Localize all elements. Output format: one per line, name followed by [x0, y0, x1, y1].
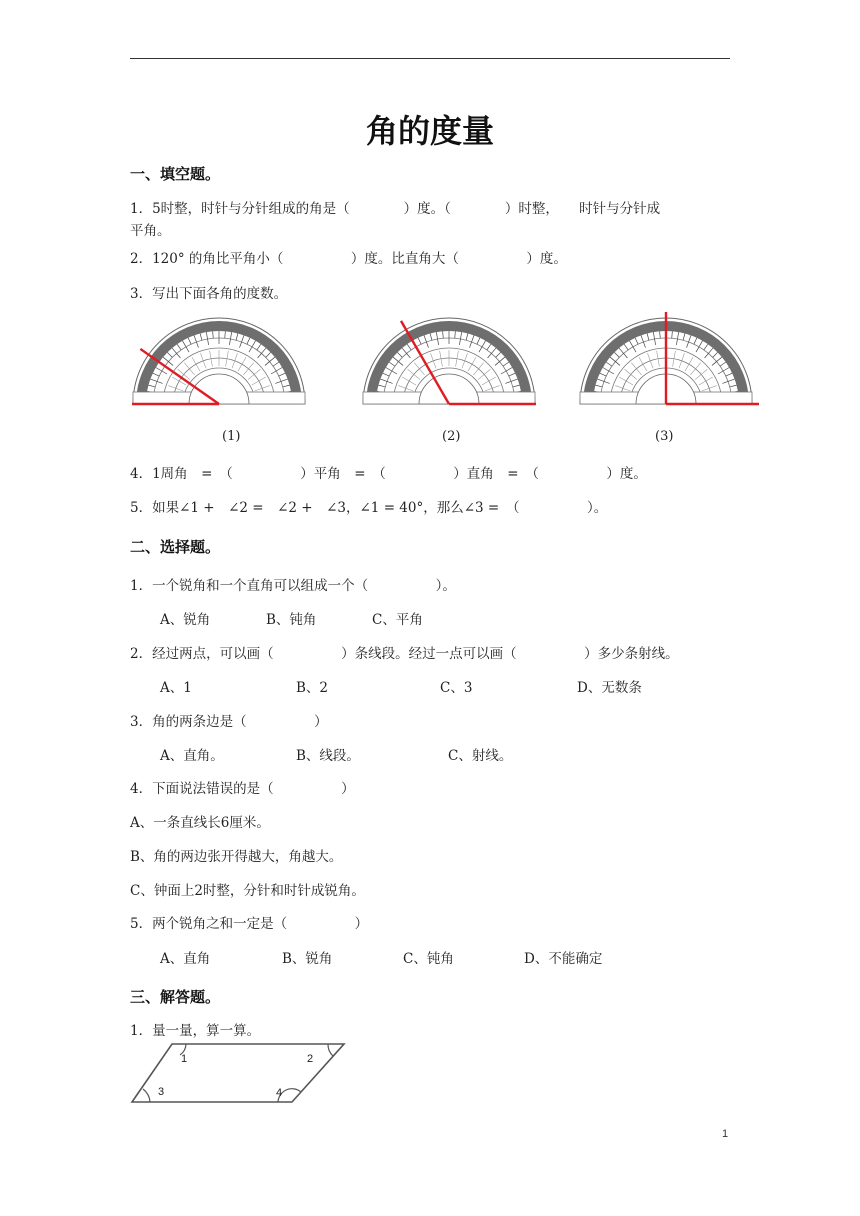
choice-q3-option-b: B、线段。	[296, 748, 360, 764]
angle-arc-3	[143, 1089, 150, 1102]
angle-arc-2	[328, 1044, 333, 1056]
choice-q4: 4．下面说法错误的是（ ）	[130, 781, 355, 797]
fill-q5: 5．如果∠1 + ∠2 = ∠2 + ∠3，∠1 = 40°，那么∠3 = （ ）。	[130, 500, 608, 516]
choice-q2-option-c: C、3	[440, 680, 473, 696]
choice-q3-option-a: A、直角。	[160, 748, 224, 764]
parallelogram-figure	[128, 1040, 350, 1106]
fill-q1-line2: 平角。	[130, 223, 171, 239]
fill-q1-line1: 1．5时整，时针与分针组成的角是（ ）度。（ ）时整， 时针与分针成	[130, 201, 661, 217]
protractor-2-figure	[362, 312, 537, 410]
choice-q3-option-c: C、射线。	[448, 748, 513, 764]
figure-caption-2: (2)	[442, 429, 461, 444]
choice-q5-option-a: A、直角	[160, 951, 211, 967]
page-number: 1	[722, 1128, 729, 1140]
choice-q3: 3．角的两条边是（ ）	[130, 714, 328, 730]
choice-q2: 2．经过两点，可以画（ ）条线段。经过一点可以画（ ）多少条射线。	[130, 646, 679, 662]
page-title: 角的度量	[365, 112, 494, 150]
choice-q1-option-c: C、平角	[372, 612, 423, 628]
choice-q1-option-b: B、钝角	[266, 612, 317, 628]
choice-q1: 1．一个锐角和一个直角可以组成一个（ ）。	[130, 578, 456, 594]
choice-q4-option-b: B、角的两边张开得越大，角越大。	[130, 849, 343, 865]
choice-q5-option-b: B、锐角	[282, 951, 333, 967]
header-rule	[130, 58, 730, 59]
fill-q2: 2．120° 的角比平角小（ ）度。比直角大（ ）度。	[130, 251, 567, 267]
choice-q2-option-d: D、无数条	[577, 680, 642, 696]
fill-q3: 3．写出下面各角的度数。	[130, 286, 288, 302]
angle-label-1: 1	[181, 1053, 188, 1065]
choice-q1-option-a: A、锐角	[160, 612, 211, 628]
angle-label-2: 2	[307, 1053, 314, 1065]
section-fill-heading: 一、填空题。	[130, 165, 221, 183]
protractor-1-figure	[132, 312, 307, 410]
section-answer-heading: 三、解答题。	[130, 988, 221, 1006]
choice-q5-option-d: D、不能确定	[524, 951, 603, 967]
choice-q5: 5．两个锐角之和一定是（ ）	[130, 916, 369, 932]
angle-label-3: 3	[158, 1086, 165, 1098]
answer-q1: 1．量一量，算一算。	[130, 1023, 261, 1039]
protractor-3-figure	[576, 312, 761, 410]
section-choice-heading: 二、选择题。	[130, 538, 221, 556]
choice-q2-option-a: A、1	[160, 680, 192, 696]
choice-q4-option-a: A、一条直线长6厘米。	[130, 815, 270, 831]
figure-caption-1: (1)	[222, 429, 241, 444]
choice-q2-option-b: B、2	[296, 680, 329, 696]
angle-label-4: 4	[276, 1087, 283, 1099]
fill-q4: 4．1周角 = （ ）平角 = （ ）直角 = （ ）度。	[130, 466, 647, 482]
choice-q5-option-c: C、钝角	[403, 951, 454, 967]
figure-caption-3: (3)	[655, 429, 674, 444]
choice-q4-option-c: C、钟面上2时整，分针和时针成锐角。	[130, 883, 365, 899]
